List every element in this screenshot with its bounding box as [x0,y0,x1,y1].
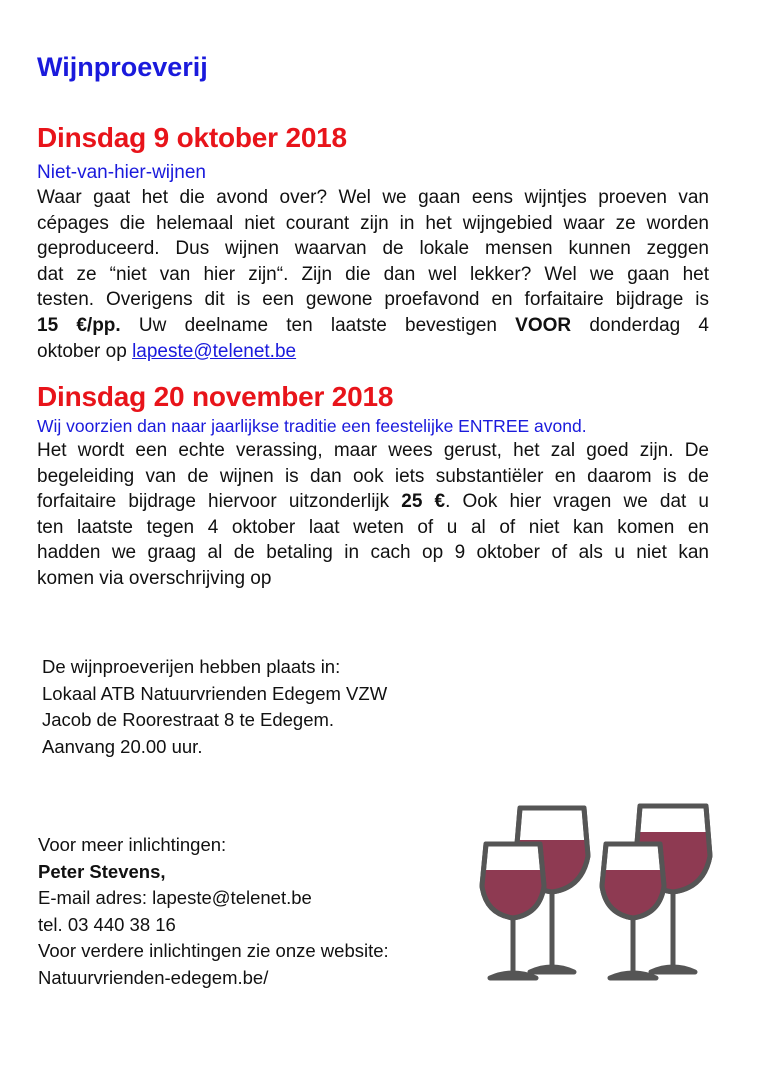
venue-name: Lokaal ATB Natuurvrienden Edegem VZW [42,682,388,704]
venue-intro: De wijnproeverijen hebben plaats in: [42,656,341,677]
wine-glasses-icon [470,796,720,986]
event2-description [37,438,709,592]
contact-website-intro: Voor verdere inlichtingen zie onze website: [38,940,389,961]
event1-line-text: Uw deelname ten laatste bevestigen [120,314,516,336]
email-link[interactable]: lapeste@telenet.be [132,340,297,362]
venue-address: Jacob de Roorestraat 8 te Edegem. [42,709,335,730]
contact-name: Peter Stevens, [38,860,166,882]
event2-line-text: . Ook hier vragen we dat u [445,491,709,513]
event1-subtitle: Niet-van-hier-wijnen [37,162,206,183]
event2-line: hadden we graag al de betaling in cach op 9 oktober of als u niet kan [37,542,709,564]
event1-line-text: oktober op [37,340,133,362]
wine-glass-icon [602,844,664,978]
event1-description [37,185,709,364]
page-title: Wijnproeverij [37,52,208,82]
contact-block [38,832,389,991]
event2-line [37,489,709,515]
event2-price: 25 € [401,491,446,513]
event2-line: komen via overschrijving op [37,567,272,589]
event1-line [37,339,709,365]
event1-line: geproduceerd. Dus wijnen waarvan de lokale mensen kunnen zeggen [37,238,709,260]
event1-line: dat ze “niet van hier zijn“. Zijn die dan wel lekker? Wel we gaan het [37,263,709,285]
event1-price: 15 €/pp. [37,314,121,336]
event2-line: Het wordt een echte verassing, maar wees gerust, het zal goed zijn. De [37,440,709,461]
event1-line: Waar gaat het die avond over? Wel we gaan eens wijntjes proeven van [37,187,709,208]
event2-line: ten laatste tegen 4 oktober laat weten of u al of niet kan komen en [37,516,709,538]
venue-block [42,654,387,760]
contact-email: E-mail adres: lapeste@telenet.be [38,887,312,908]
event1-line [37,313,709,339]
venue-start-time: Aanvang 20.00 uur. [42,735,203,757]
wine-glass-icon [482,844,544,978]
event2-line-text: forfaitaire bijdrage hiervoor uitzonderlijk [37,491,402,513]
event1-date: Dinsdag 9 oktober 2018 [37,122,347,153]
contact-website: Natuurvrienden-edegem.be/ [38,966,269,988]
event1-line: cépages die helemaal niet courant zijn in het wijngebied waar ze worden [37,212,709,234]
contact-phone: tel. 03 440 38 16 [38,913,176,935]
event2-date: Dinsdag 20 november 2018 [37,381,394,412]
event2-line: begeleiding van de wijnen is dan ook iets substantiëler en daarom is de [37,465,709,487]
event1-line-text: donderdag 4 [571,314,709,336]
contact-intro: Voor meer inlichtingen: [38,834,227,855]
event1-line: testen. Overigens dit is een gewone proefavond en forfaitaire bijdrage is [37,289,709,311]
event2-subtitle: Wij voorzien dan naar jaarlijkse traditie een feestelijke ENTREE avond. [37,416,587,436]
event1-voor: VOOR [515,314,572,336]
